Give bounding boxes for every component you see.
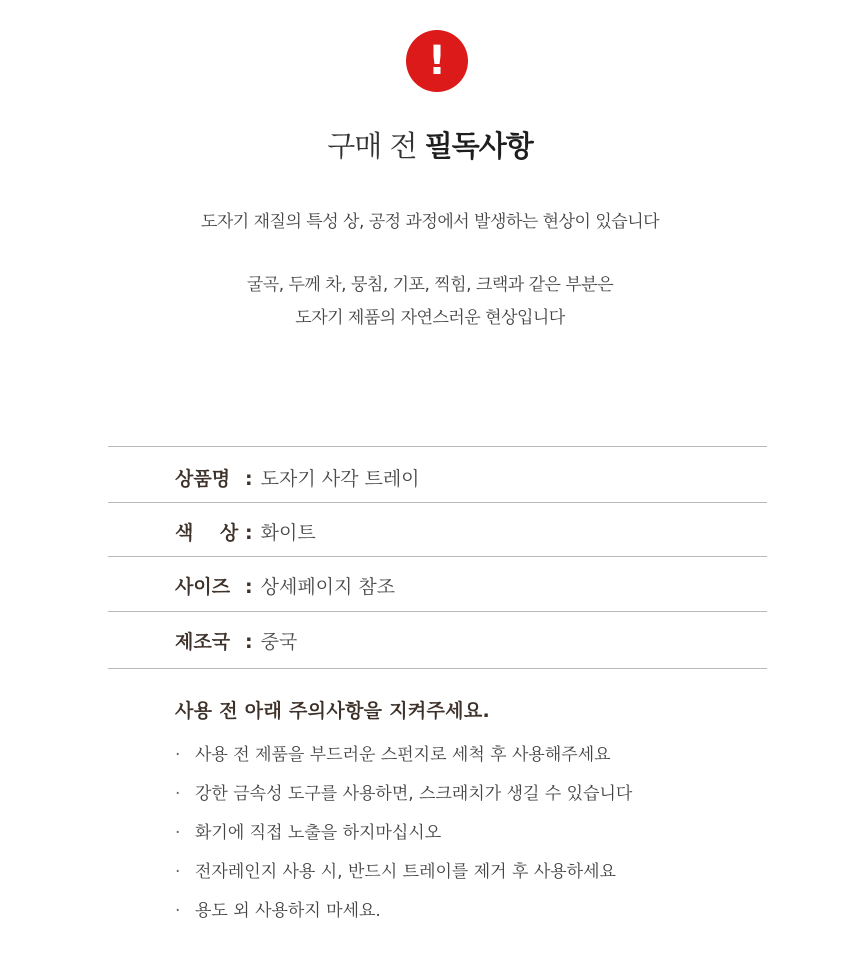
bullet: · (175, 745, 181, 765)
bullet: · (175, 823, 181, 843)
title-light: 구매 전 (327, 129, 417, 163)
list-item-text: 전자레인지 사용 시, 반드시 트레이를 제거 후 사용하세요 (195, 862, 616, 882)
list-item (175, 744, 611, 766)
list-item (175, 822, 441, 844)
title-bold: 필독사항 (424, 129, 533, 163)
list-item (175, 900, 381, 922)
spec-colon: : (245, 631, 253, 653)
intro-line-3: 도자기 제품의 자연스러운 현상입니다 (295, 308, 565, 328)
spec-row-product-name (175, 466, 420, 492)
bullet: · (175, 862, 181, 882)
spec-row-size (175, 574, 395, 600)
divider (108, 668, 767, 669)
spec-label: 제조국 (175, 631, 231, 653)
list-item-text: 화기에 직접 노출을 하지마십시오 (195, 823, 442, 843)
spec-value: 도자기 사각 트레이 (260, 468, 420, 490)
list-item-text: 강한 금속성 도구를 사용하면, 스크래치가 생길 수 있습니다 (195, 784, 633, 804)
divider (108, 446, 767, 447)
page-title (0, 126, 860, 166)
spec-label: 색 상 (175, 522, 239, 544)
list-item-text: 용도 외 사용하지 마세요. (195, 901, 381, 921)
spec-label: 사이즈 (175, 576, 231, 598)
intro-line-2: 굴곡, 두께 차, 뭉침, 기포, 찍힘, 크랙과 같은 부분은 (246, 275, 614, 295)
notice-heading: 사용 전 아래 주의사항을 지켜주세요. (175, 700, 490, 722)
divider (108, 502, 767, 503)
spec-value: 중국 (260, 631, 298, 653)
spec-colon: : (245, 576, 253, 598)
spec-row-origin (175, 629, 297, 655)
bullet: · (175, 901, 181, 921)
spec-colon: : (245, 522, 253, 544)
bullet: · (175, 784, 181, 804)
list-item (175, 783, 632, 805)
list-item (175, 861, 616, 883)
list-item-text: 사용 전 제품을 부드러운 스펀지로 세척 후 사용해주세요 (195, 745, 611, 765)
intro-line-1: 도자기 재질의 특성 상, 공정 과정에서 발생하는 현상이 있습니다 (200, 212, 660, 232)
spec-value: 상세페이지 참조 (260, 576, 396, 598)
exclamation-icon: ! (406, 30, 468, 92)
divider (108, 556, 767, 557)
spec-colon: : (245, 468, 253, 490)
spec-label: 상품명 (175, 468, 231, 490)
spec-value: 화이트 (260, 522, 316, 544)
divider (108, 611, 767, 612)
spec-row-color (175, 520, 316, 546)
